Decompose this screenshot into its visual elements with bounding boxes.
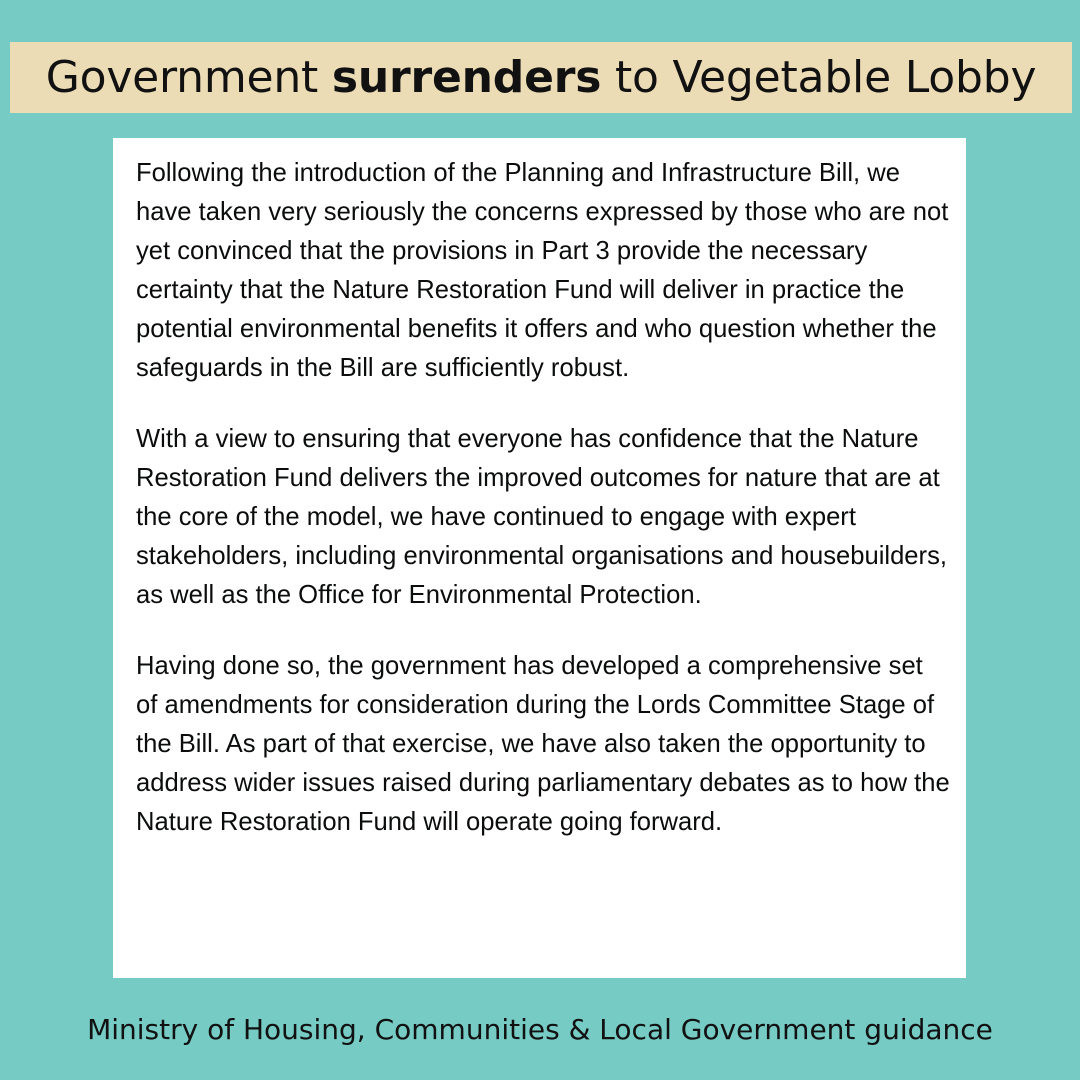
quote-paragraph-3: Having done so, the government has developed a comprehensive set of amendments for consideration during the Lords Committee Stage of the Bill. As part of that exercise, we have also taken the opportunity to address wider issues raised during parliamentary debates as to how the Nature Restoration Fund will operate going forward. <box>136 652 950 836</box>
headline <box>45 51 1037 103</box>
footer-caption: Ministry of Housing, Communities & Local Government guidance <box>87 1013 993 1046</box>
quote-paragraph-1: Following the introduction of the Planning and Infrastructure Bill, we have taken very seriously the concerns expressed by those who are not yet convinced that the provisions in Part 3 provide the necessary certainty that the Nature Restoration Fund will deliver in practice the potential environmental benefits it offers and who question whether the safeguards in the Bill are sufficiently robust. <box>136 159 949 382</box>
headline-banner <box>10 42 1072 113</box>
headline-suffix: to Vegetable Lobby <box>601 51 1037 103</box>
headline-prefix: Government <box>45 51 332 103</box>
quote-paragraph-2: With a view to ensuring that everyone has confidence that the Nature Restoration Fund delivers the improved outcomes for nature that are at the core of the model, we have continued to engage with expert stakeholders, including environmental organisations and housebuilders, as well as the Office for Environmental Protection. <box>136 425 947 609</box>
headline-emphasis: surrenders <box>331 51 602 103</box>
quote-panel <box>113 138 966 978</box>
